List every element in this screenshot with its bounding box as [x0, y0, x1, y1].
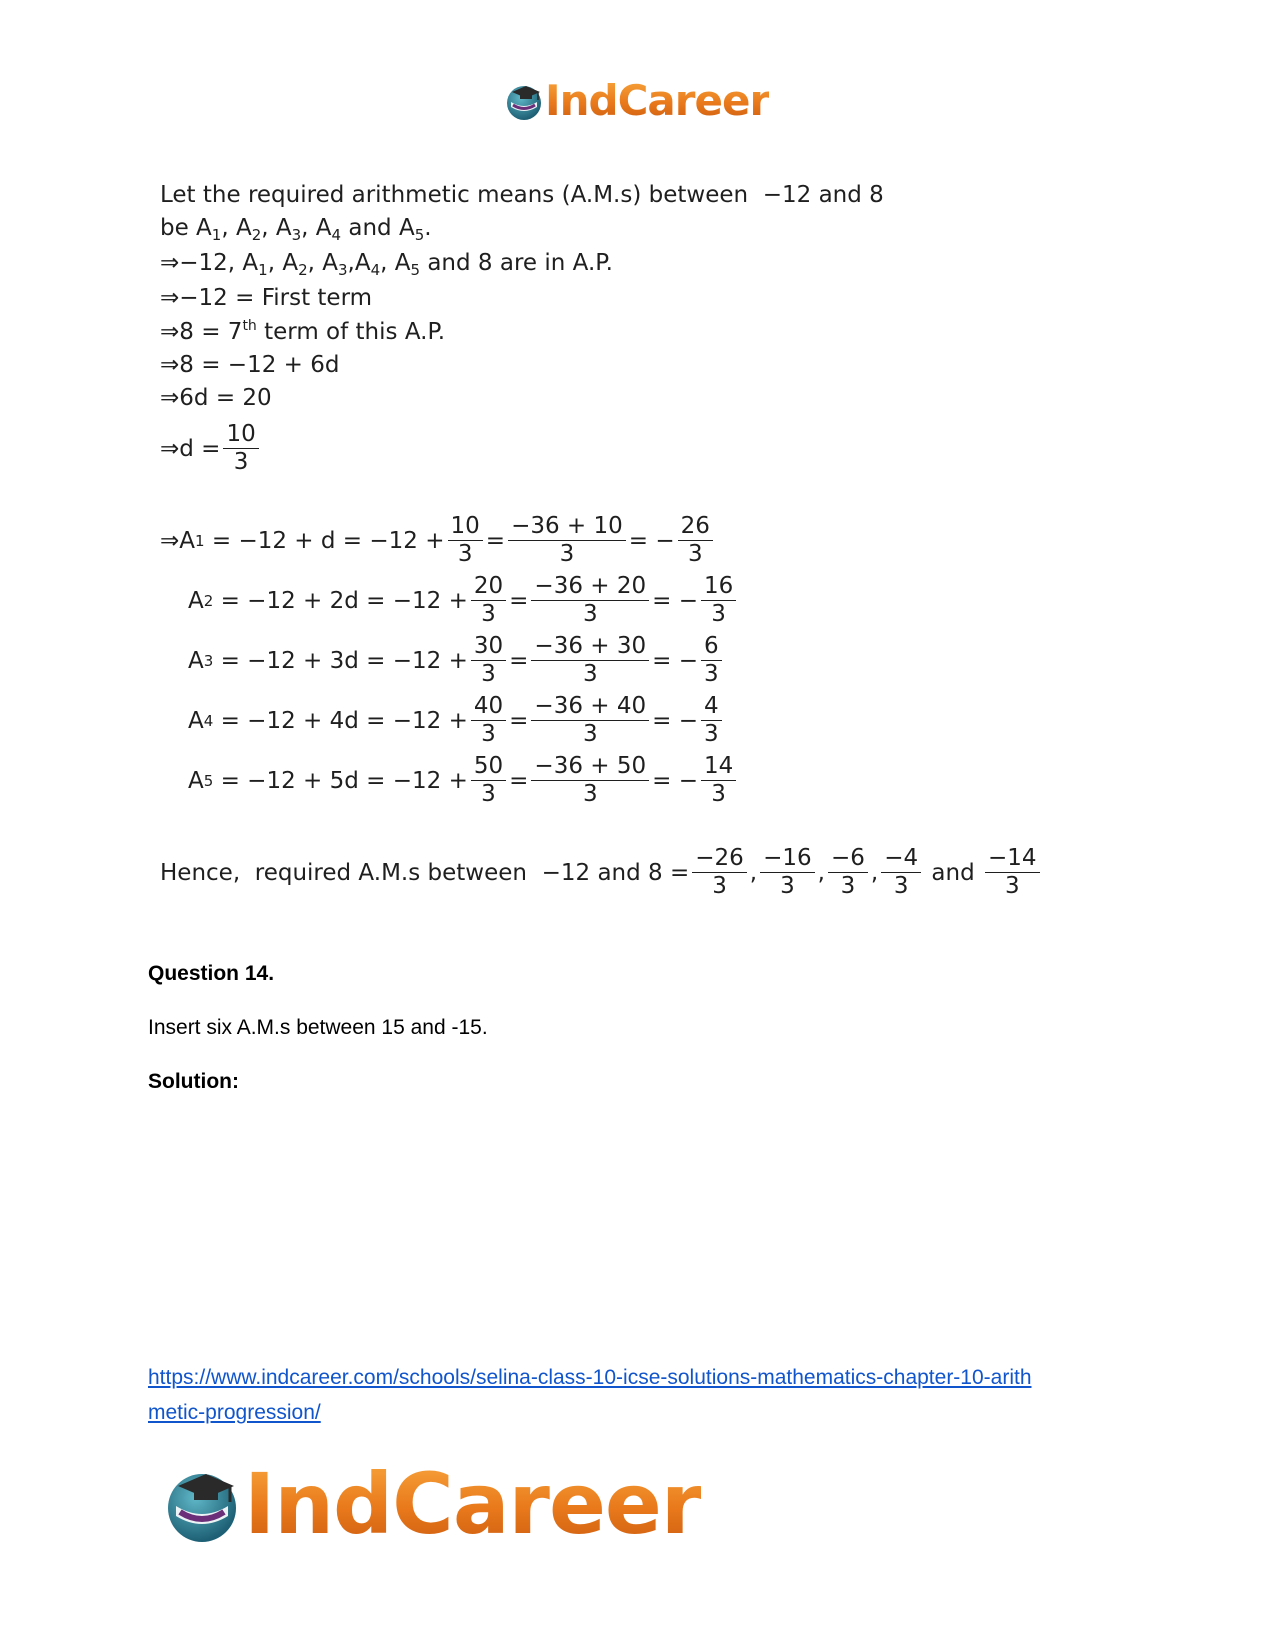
graduation-globe-icon: [503, 80, 545, 122]
source-link-line-1[interactable]: https://www.indcareer.com/schools/selina-class-10-icse-solutions-mathematics-chapter-10-arith: [148, 1366, 1032, 1389]
math-a1: ⇒A 1 = −12 + d = −12 + $\frac{10}{3}$ = $\frac{-36 + 10}{3}$ = − $\frac{26}{3}$: [160, 514, 716, 568]
solution-label: Solution:: [148, 1070, 239, 1093]
math-a5: A 5 = −12 + 5d = −12 + $\frac{50}{3}$ = $\frac{-36 + 50}{3}$ = − $\frac{14}{3}$: [188, 754, 739, 808]
math-intro-line-1: Let the required arithmetic means (A.M.s) between −12 and 8: [160, 182, 884, 208]
math-step-6d: ⇒6d = 20: [160, 385, 272, 411]
logo-wordmark: IndCareer: [244, 1455, 702, 1553]
math-step-equation: ⇒8 = −12 + 6d: [160, 352, 340, 378]
question-text: Insert six A.M.s between 15 and -15.: [148, 1016, 488, 1039]
question-heading: Question 14.: [148, 962, 275, 985]
graduation-globe-icon: [160, 1462, 244, 1546]
math-a3: A 3 = −12 + 3d = −12 + $\frac{30}{3}$ = $\frac{-36 + 30}{3}$ = − $\frac{6}{3}$: [188, 634, 725, 688]
math-hence: Hence, required A.M.s between −12 and 8 = $\frac{-26}{3}$ , $\frac{-16}{3}$ , $\frac{-6}{3}$ , $\frac{-4}{3}$ and $\frac{-14}{3}$: [160, 846, 1043, 900]
math-step-ap: ⇒−12, $A_1$, $A_2$, $A_3,A_4$, $A_5$ and 8 are in A.P.: [160, 250, 613, 279]
logo-wordmark: IndCareer: [545, 76, 770, 125]
math-step-first-term: ⇒−12 = First term: [160, 285, 373, 311]
indcareer-logo-bottom: [160, 1455, 702, 1553]
source-link-line-2[interactable]: metic-progression/: [148, 1401, 321, 1424]
math-step-seventh-term: ⇒8 = 7th term of this A.P.: [160, 318, 446, 345]
math-a4: A 4 = −12 + 4d = −12 + $\frac{40}{3}$ = $\frac{-36 + 40}{3}$ = − $\frac{4}{3}$: [188, 694, 725, 748]
math-a2: A 2 = −12 + 2d = −12 + $\frac{20}{3}$ = $\frac{-36 + 20}{3}$ = − $\frac{16}{3}$: [188, 574, 739, 628]
math-intro-line-2: be $A_1$, $A_2$, $A_3$, $A_4$ and $A_5$.: [160, 215, 432, 244]
math-step-d: ⇒d = $\frac{10}{3}$: [160, 422, 262, 476]
indcareer-logo-top: [503, 76, 770, 125]
